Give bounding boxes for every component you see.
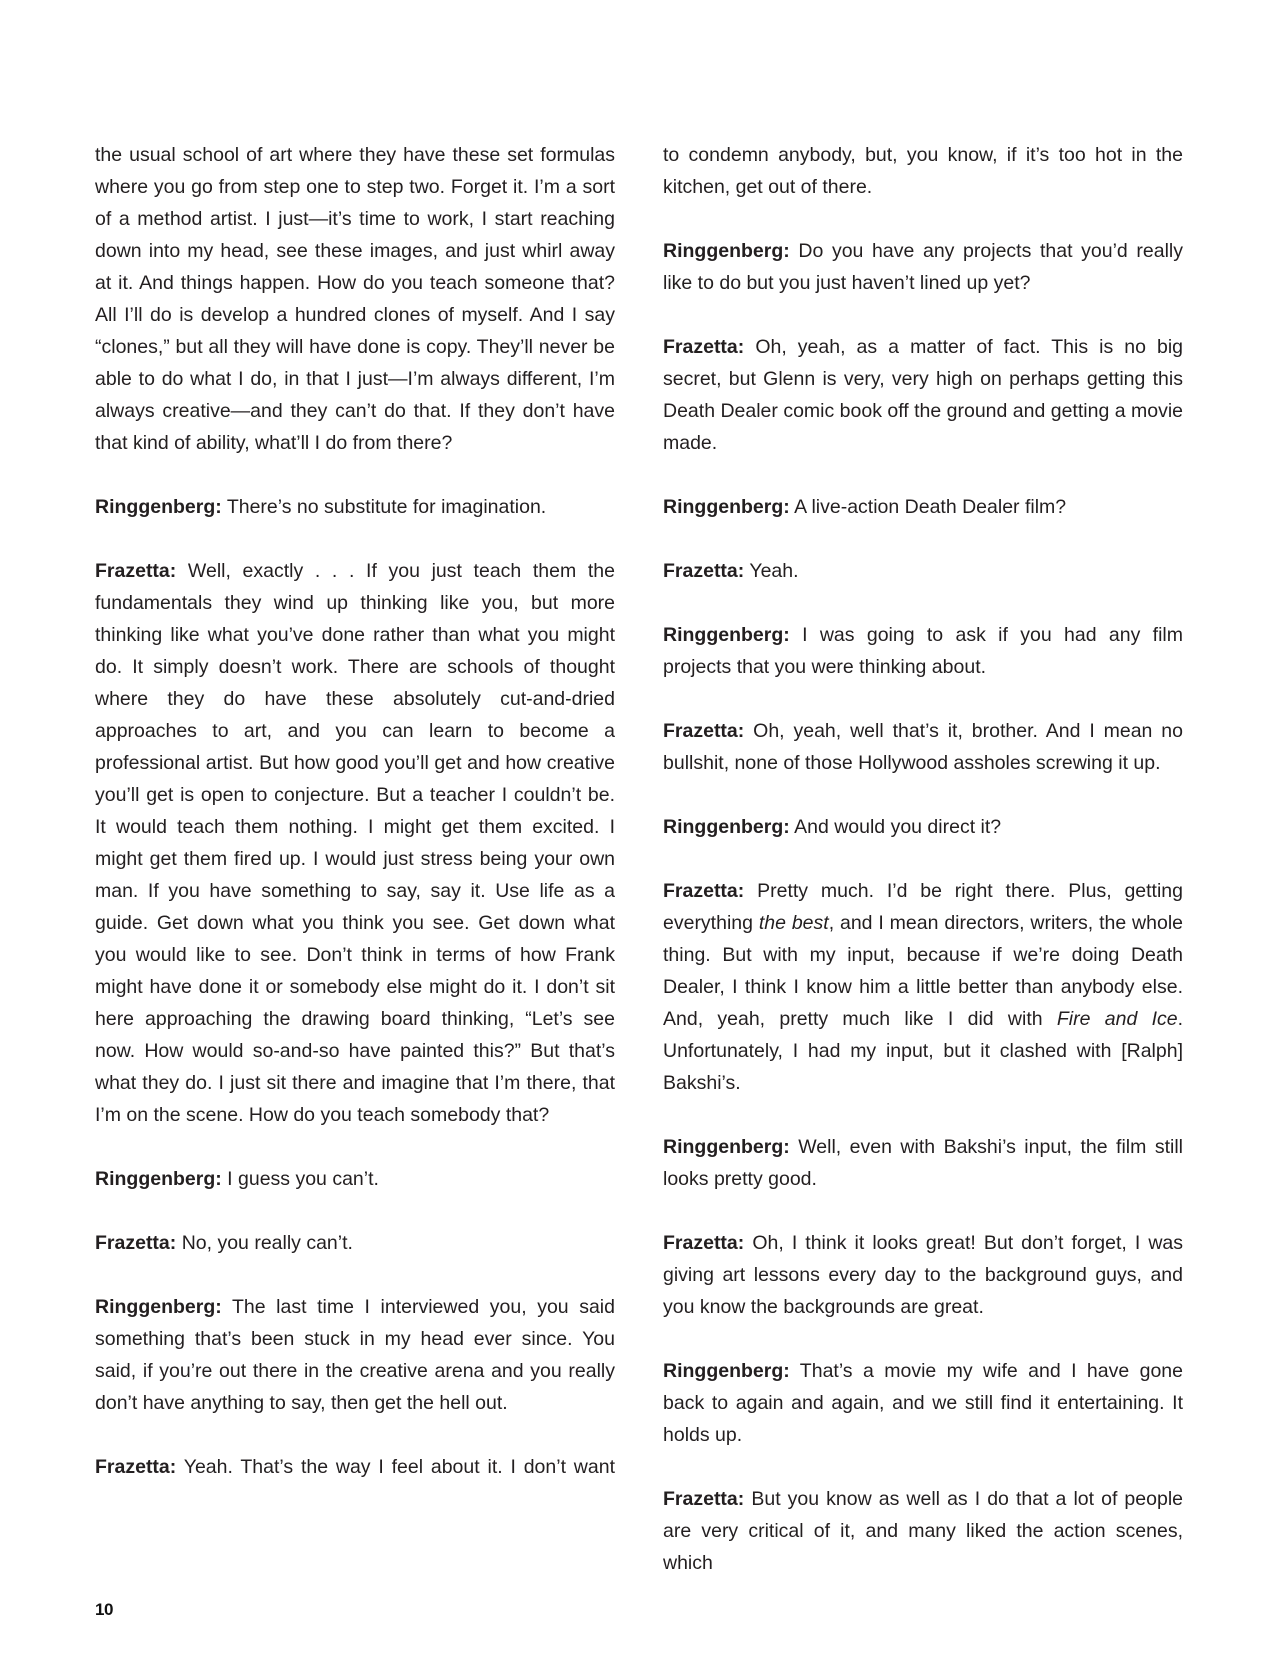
paragraph xyxy=(95,1451,615,1483)
left-column xyxy=(95,139,615,1515)
speaker-label: Frazetta: xyxy=(95,1232,177,1254)
paragraph-text: I guess you can’t. xyxy=(221,1168,379,1190)
speaker-label: Ringgenberg: xyxy=(663,624,790,646)
paragraph-text: Yeah. xyxy=(744,560,799,582)
paragraph xyxy=(663,1355,1183,1451)
speaker-label: Ringgenberg: xyxy=(663,1136,790,1158)
paragraph xyxy=(95,555,615,1131)
speaker-label: Frazetta: xyxy=(95,560,177,582)
paragraph-text: Oh, I think it looks great! But don’t forget, I was giving art lessons every day to the background guys, and you know the backgrounds are great. xyxy=(663,1232,1183,1318)
paragraph xyxy=(663,1483,1183,1579)
paragraph xyxy=(663,1131,1183,1195)
speaker-label: Frazetta: xyxy=(663,720,745,742)
paragraph xyxy=(95,1227,615,1259)
paragraph-text: the usual school of art where they have these set formulas where you go from step one to step two. Forget it. I’m a sort of a method artist. I just—it’s time to work, I start reaching down into my head, see these images, and just whirl away at it. And things happen. How do you teach someone that? All I’ll do is develop a hundred clones of myself. And I say “clones,” but all they will have done is copy. They’ll never be able to do what I do, in that I just—I’m always different, I’m always creative—and they can’t do that. If they don’t have that kind of ability, what’ll I do from there? xyxy=(95,144,615,454)
speaker-label: Ringgenberg: xyxy=(663,1360,790,1382)
page-number: 10 xyxy=(95,1600,113,1619)
speaker-label: Frazetta: xyxy=(663,1232,745,1254)
paragraph xyxy=(663,555,1183,587)
paragraph-text: No, you really can’t. xyxy=(176,1232,353,1254)
paragraph-text: . Unfortunately, I had my input, but it clashed with [Ralph] Bakshi’s. xyxy=(663,1008,1183,1094)
paragraph xyxy=(663,331,1183,459)
speaker-label: Ringgenberg: xyxy=(663,240,790,262)
paragraph-text: But you know as well as I do that a lot of people are very critical of it, and many liked the action scenes, which xyxy=(663,1488,1183,1574)
paragraph xyxy=(663,715,1183,779)
paragraph xyxy=(663,619,1183,683)
paragraph xyxy=(95,491,615,523)
speaker-label: Frazetta: xyxy=(95,1456,177,1478)
paragraph xyxy=(663,811,1183,843)
speaker-label: Ringgenberg: xyxy=(95,496,222,518)
right-column xyxy=(663,139,1183,1611)
paragraph xyxy=(663,235,1183,299)
paragraph-text: Yeah. That’s the way I feel about it. I don’t want xyxy=(176,1456,615,1478)
speaker-label: Ringgenberg: xyxy=(95,1168,222,1190)
speaker-label: Ringgenberg: xyxy=(663,816,790,838)
paragraph-text: Oh, yeah, well that’s it, brother. And I mean no bullshit, none of those Hollywood assholes screwing it up. xyxy=(663,720,1183,774)
paragraph xyxy=(663,1227,1183,1323)
paragraph xyxy=(663,875,1183,1099)
paragraph-text: That’s a movie my wife and I have gone back to again and again, and we still find it entertaining. It holds up. xyxy=(663,1360,1183,1446)
speaker-label: Frazetta: xyxy=(663,880,745,902)
paragraph-text: Oh, yeah, as a matter of fact. This is no big secret, but Glenn is very, very high on perhaps getting this Death Dealer comic book off the ground and getting a movie made. xyxy=(663,336,1183,454)
paragraph xyxy=(95,1291,615,1419)
paragraph xyxy=(95,1163,615,1195)
paragraph-text: Do you have any projects that you’d really like to do but you just haven’t lined up yet? xyxy=(663,240,1183,294)
speaker-label: Ringgenberg: xyxy=(95,1296,222,1318)
paragraph-text: I was going to ask if you had any film projects that you were thinking about. xyxy=(663,624,1183,678)
paragraph xyxy=(663,139,1183,203)
paragraph-text: to condemn anybody, but, you know, if it’s too hot in the kitchen, get out of there. xyxy=(663,144,1183,198)
paragraph-text: Well, even with Bakshi’s input, the film still looks pretty good. xyxy=(663,1136,1183,1190)
paragraph-text: Well, exactly . . . If you just teach them the fundamentals they wind up thinking like you, but more thinking like what you’ve done rather than what you might do. It simply doesn’t work. There are schools of thought where they do have these absolutely cut-and-dried approaches to art, and you can learn to become a professional artist. But how good you’ll get and how creative you’ll get is open to conjecture. But a teacher I couldn’t be. It would teach them nothing. I might get them excited. I might get them fired up. I would just stress being your own man. If you have something to say, say it. Use life as a guide. Get down what you think you see. Get down what you would like to see. Don’t think in terms of how Frank might have done it or somebody else might do it. I don’t sit here approaching the drawing board thinking, “Let’s see now. How would so-and-so have painted this?” But that’s what they do. I just sit there and imagine that I’m there, that I’m on the scene. How do you teach somebody that? xyxy=(95,560,615,1126)
italic-title: the best xyxy=(758,912,829,934)
speaker-label: Ringgenberg: xyxy=(663,496,790,518)
paragraph xyxy=(95,139,615,459)
paragraph-text: And would you direct it? xyxy=(789,816,1002,838)
speaker-label: Frazetta: xyxy=(663,1488,745,1510)
paragraph-text: There’s no substitute for imagination. xyxy=(221,496,547,518)
paragraph-text: The last time I interviewed you, you said something that’s been stuck in my head ever since. You said, if you’re out there in the creative arena and you really don’t have anything to say, then get the hell out. xyxy=(95,1296,615,1414)
speaker-label: Frazetta: xyxy=(663,336,745,358)
italic-title: Fire and Ice xyxy=(1056,1008,1178,1030)
paragraph-text: , and I mean directors, writers, the whole thing. But with my input, because if we’re doing Death Dealer, I think I know him a little better than anybody else. And, yeah, pretty much like I did with xyxy=(663,912,1183,1030)
paragraph-text: Pretty much. I’d be right there. Plus, getting everything xyxy=(663,880,1183,934)
speaker-label: Frazetta: xyxy=(663,560,745,582)
paragraph xyxy=(663,491,1183,523)
paragraph-text: A live-action Death Dealer film? xyxy=(789,496,1067,518)
